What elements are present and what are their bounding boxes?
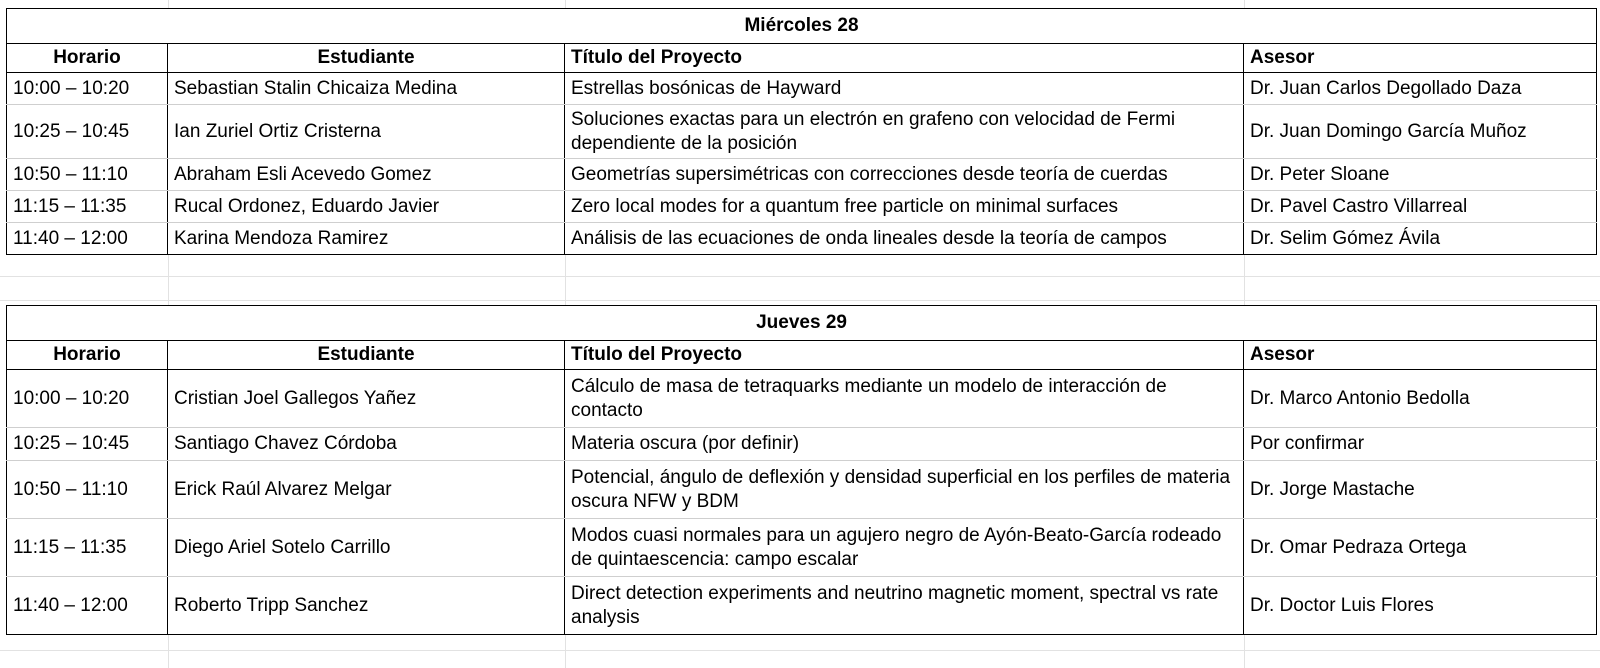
cell-time[interactable]: 10:25 – 10:45 [7, 105, 168, 159]
table-row [7, 73, 1597, 105]
cell-student[interactable]: Ian Zuriel Ortiz Cristerna [168, 105, 565, 159]
day-title[interactable]: Jueves 29 [7, 306, 1597, 341]
cell-advisor[interactable]: Dr. Peter Sloane [1244, 159, 1597, 191]
table-row [7, 105, 1597, 159]
cell-time[interactable]: 10:25 – 10:45 [7, 428, 168, 461]
cell-student[interactable]: Sebastian Stalin Chicaiza Medina [168, 73, 565, 105]
cell-student[interactable]: Karina Mendoza Ramirez [168, 223, 565, 255]
grid-line [0, 276, 1600, 277]
header-estudiante[interactable]: Estudiante [168, 341, 565, 370]
cell-time[interactable]: 10:00 – 10:20 [7, 73, 168, 105]
cell-student[interactable]: Roberto Tripp Sanchez [168, 577, 565, 635]
cell-title[interactable]: Análisis de las ecuaciones de onda lineales desde la teoría de campos [565, 223, 1244, 255]
cell-student[interactable]: Abraham Esli Acevedo Gomez [168, 159, 565, 191]
cell-time[interactable]: 10:00 – 10:20 [7, 370, 168, 428]
header-estudiante[interactable]: Estudiante [168, 44, 565, 73]
cell-time[interactable]: 11:40 – 12:00 [7, 223, 168, 255]
cell-advisor[interactable]: Dr. Omar Pedraza Ortega [1244, 519, 1597, 577]
cell-title[interactable]: Estrellas bosónicas de Hayward [565, 73, 1244, 105]
cell-advisor[interactable]: Dr. Jorge Mastache [1244, 461, 1597, 519]
schedule-table-day1 [6, 8, 1597, 255]
cell-time[interactable]: 11:15 – 11:35 [7, 191, 168, 223]
table-row [7, 519, 1597, 577]
cell-student[interactable]: Cristian Joel Gallegos Yañez [168, 370, 565, 428]
cell-title[interactable]: Soluciones exactas para un electrón en grafeno con velocidad de Fermi dependiente de la posición [565, 105, 1244, 159]
cell-student[interactable]: Diego Ariel Sotelo Carrillo [168, 519, 565, 577]
cell-student[interactable]: Erick Raúl Alvarez Melgar [168, 461, 565, 519]
table-row [7, 223, 1597, 255]
cell-student[interactable]: Rucal Ordonez, Eduardo Javier [168, 191, 565, 223]
cell-title[interactable]: Potencial, ángulo de deflexión y densidad superficial en los perfiles de materia oscura NFW y BDM [565, 461, 1244, 519]
table-row [7, 159, 1597, 191]
cell-advisor[interactable]: Dr. Juan Carlos Degollado Daza [1244, 73, 1597, 105]
table-row [7, 461, 1597, 519]
table-row [7, 191, 1597, 223]
schedule-table-day2 [6, 305, 1597, 635]
cell-title[interactable]: Direct detection experiments and neutrino magnetic moment, spectral vs rate analysis [565, 577, 1244, 635]
day-title[interactable]: Miércoles 28 [7, 9, 1597, 44]
header-asesor[interactable]: Asesor [1244, 341, 1597, 370]
cell-title[interactable]: Materia oscura (por definir) [565, 428, 1244, 461]
header-asesor[interactable]: Asesor [1244, 44, 1597, 73]
cell-title[interactable]: Geometrías supersimétricas con correcciones desde teoría de cuerdas [565, 159, 1244, 191]
cell-title[interactable]: Modos cuasi normales para un agujero negro de Ayón-Beato-García rodeado de quintaescencia: campo escalar [565, 519, 1244, 577]
cell-advisor[interactable]: Dr. Doctor Luis Flores [1244, 577, 1597, 635]
header-titulo[interactable]: Título del Proyecto [565, 44, 1244, 73]
cell-advisor[interactable]: Dr. Juan Domingo García Muñoz [1244, 105, 1597, 159]
header-titulo[interactable]: Título del Proyecto [565, 341, 1244, 370]
table-row [7, 428, 1597, 461]
cell-time[interactable]: 11:40 – 12:00 [7, 577, 168, 635]
table-row [7, 577, 1597, 635]
header-horario[interactable]: Horario [7, 44, 168, 73]
cell-title[interactable]: Cálculo de masa de tetraquarks mediante un modelo de interacción de contacto [565, 370, 1244, 428]
cell-time[interactable]: 11:15 – 11:35 [7, 519, 168, 577]
cell-student[interactable]: Santiago Chavez Córdoba [168, 428, 565, 461]
cell-advisor[interactable]: Por confirmar [1244, 428, 1597, 461]
table-row [7, 370, 1597, 428]
cell-title[interactable]: Zero local modes for a quantum free particle on minimal surfaces [565, 191, 1244, 223]
grid-line [0, 650, 1600, 651]
cell-time[interactable]: 10:50 – 11:10 [7, 461, 168, 519]
grid-line [0, 300, 1600, 301]
cell-advisor[interactable]: Dr. Selim Gómez Ávila [1244, 223, 1597, 255]
cell-advisor[interactable]: Dr. Marco Antonio Bedolla [1244, 370, 1597, 428]
cell-advisor[interactable]: Dr. Pavel Castro Villarreal [1244, 191, 1597, 223]
header-horario[interactable]: Horario [7, 341, 168, 370]
cell-time[interactable]: 10:50 – 11:10 [7, 159, 168, 191]
